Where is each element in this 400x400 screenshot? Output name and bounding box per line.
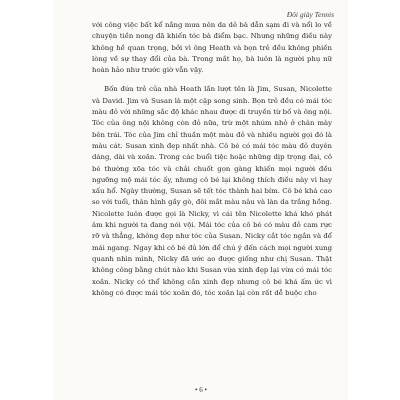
- page-number: • 6 •: [195, 386, 207, 394]
- book-page: [54, 0, 348, 400]
- paragraph-heath-children: Bốn đứa trẻ của nhà Heath lần lượt tên là Jim, Susan, Nicolette và David. Jim và Susan là một cặp song sinh. Bọn trẻ đều có mái tóc màu đỏ với những sắc độ khác nhau được di truyền từ bố và ông nội. Tóc của ông nội không còn đỏ nữa, trừ một nhúm nhỏ ở chân mày bên trái. Tóc của Jim chỉ thuần một màu đỏ và nhiều người gọi đó là màu cát. Susan xinh đẹp nhất nhà. Cô bé có mái tóc màu đỏ duyên dáng, dài và xoăn. Trong các buổi tiệc hoặc những dịp trọng đại, cô bé thường xõa tóc và chải chuốt gọn gàng khiến mọi người đều ngưỡng mộ mái tóc ấy, nhưng cô bé lại không thích điều này vì hay xấu hổ. Ngày thường, Susan sẽ tết tóc thành hai bím. Cô bé khá cao so với tuổi, thân hình gầy gò, đôi mắt màu nâu và làn da trắng hồng. Nicolette luôn được gọi là Nicky, vì cái tên Nicolette khá khó phát âm khi người ta đang nói vội. Mái tóc của cô bé có màu đỏ cam rực rỡ và thẳng, không đẹp như tóc của Susan. Nicky cắt tóc ngắn và để mái ngang. Ngay khi cô bé đủ lớn để chú ý đến cách mọi người xung quanh nhìn mình, Nicky đã ước ao được giống như chị Susan. Thật không công bằng chút nào khi Susan vừa xinh đẹp lại vừa có mái tóc xoăn. Nicky có thể không cần xinh đẹp nhưng cô bé khá ấm ức vì không có được mái tóc xoăn đó, tóc xoăn lại còn rất dễ buộc cho: [92, 85, 332, 297]
- page-body: [92, 20, 332, 299]
- paragraph-continued: với công việc bất kể nắng mưa nên da dẻ bà dẫn sạm đi và nổi lo về chuyện tiền nong đã khiến tóc bà điểm bạc. Nhưng những điều này không hề quan trọng, bởi vì ông Heath và bọn trẻ đều không phiền lòng về sự thay đổi của bà. Trong mắt họ, bà luôn là người phụ nữ hoàn hảo như trước giờ vẫn vậy.: [92, 21, 332, 75]
- running-title: Đôi giày Tennis: [286, 10, 334, 19]
